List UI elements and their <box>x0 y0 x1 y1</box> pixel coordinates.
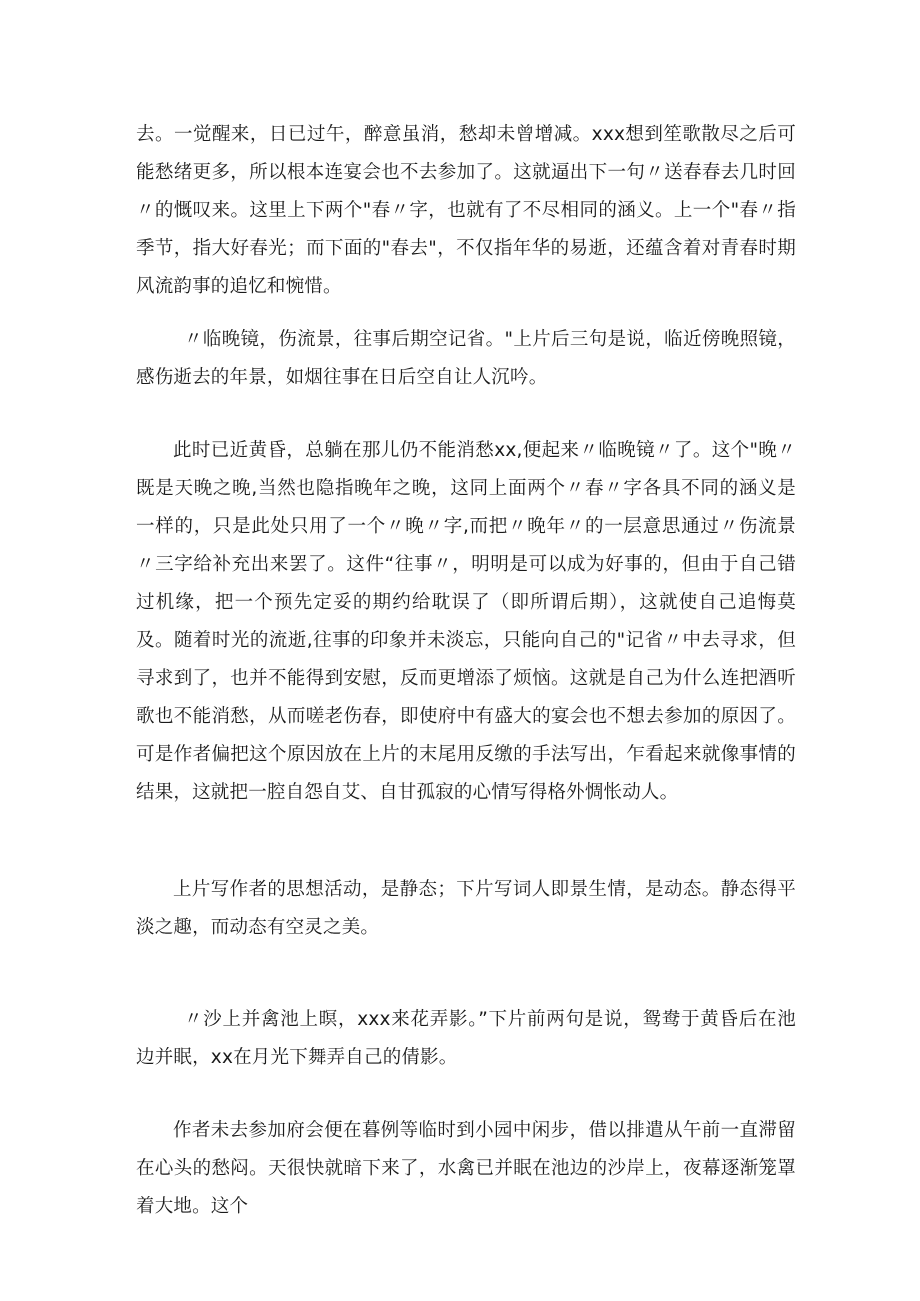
paragraph: 〃临晚镜，伤流景，往事后期空记省。"上片后三句是说，临近傍晚照镜，感伤逝去的年景，如烟往事在日后空自让人沉吟。 <box>136 329 796 388</box>
paragraph: 〃沙上并禽池上暝，xxx来花弄影。”下片前两句是说，鸳鸯于黄昏后在池边并眠，xx在月光下舞弄自己的倩影。 <box>136 1009 796 1068</box>
paragraph: 去。一觉醒来，日已过午，醉意虽消，愁却未曾增减。xxx想到笙歌散尽之后可能愁绪更多，所以根本连宴会也不去参加了。这就逼出下一句〃送春春去几时回〃的慨叹来。这里上下两个"春〃字，也就有了不尽相同的涵义。上一个"春〃指季节，指大好春光；而下面的"春去"，不仅指年华的易逝，还蕴含着对青春时期风流韵事的追忆和惋惜。 <box>136 124 796 297</box>
paragraph: 上片写作者的思想活动，是静态；下片写词人即景生情，是动态。静态得平淡之趣，而动态有空灵之美。 <box>136 879 796 938</box>
paragraph: 作者未去参加府会便在暮例等临时到小园中闲步，借以排遣从午前一直滞留在心头的愁闷。天很快就暗下来了，水禽已并眠在池边的沙岸上，夜幕逐渐笼罩着大地。这个 <box>136 1120 796 1217</box>
paragraph: 此时已近黄昏，总躺在那儿仍不能消愁xx,便起来〃临晚镜〃了。这个"晚〃既是天晚之晚,当然也隐指晚年之晚，这同上面两个〃春〃字各具不同的涵义是一样的，只是此处只用了一个〃晚〃字,而把〃晚年〃的一层意思通过〃伤流景〃三字给补充出来罢了。这件“往事〃，明明是可以成为好事的，但由于自己错过机缘，把一个预先定妥的期约给耽误了（即所谓后期），这就使自己追悔莫及。随着时光的流逝,往事的印象并未淡忘，只能向自己的"记省〃中去寻求，但寻求到了，也并不能得到安慰，反而更增添了烦恼。这就是自己为什么连把酒听歌也不能消愁，从而嗟老伤春，即使府中有盛大的宴会也不想去参加的原因了。可是作者偏把这个原因放在上片的末尾用反缴的手法写出，乍看起来就像事情的结果，这就把一腔自怨自艾、自甘孤寂的心情写得格外惆怅动人。 <box>136 440 796 803</box>
